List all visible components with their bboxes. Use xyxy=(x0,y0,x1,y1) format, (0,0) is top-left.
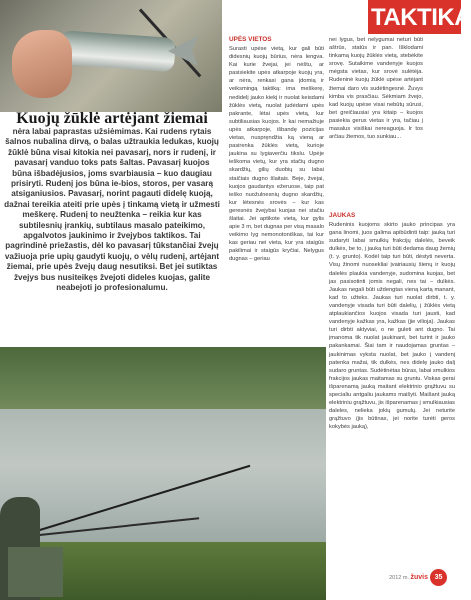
roach-fish-graphic xyxy=(54,30,176,72)
article-headline: Kuojų žūklė artėjant žiemai xyxy=(16,110,208,127)
column-continued xyxy=(329,36,423,141)
photo-fish-in-hand xyxy=(0,0,222,112)
subheading-jaukas: JAUKAS xyxy=(329,212,356,219)
angler-body-graphic xyxy=(8,547,63,597)
section-brand: TAKTIKA xyxy=(371,4,471,31)
hand-graphic xyxy=(12,30,72,98)
footer-magazine: žuvis xyxy=(410,574,428,581)
photo-river-angler xyxy=(0,347,326,600)
subheading-upes-vietos: UPĖS VIETOS xyxy=(229,36,272,43)
article-lead: nėra labai paprastas užsiėmimas. Kai rudens rytais šalnos nubalina dirvą, o balas užtraukia ledukas, kuojų žūklė būna visai kitokia nei pavasarį, nors ir rudenį, ir pavasarį vanduo toks pats šaltas. Pavasarį kuojos būna išbadėjusios, joms svarbiausia – kuo daugiau prisiryti. Rudenį jos būna ie-bios, storos, per vasarą atsiganiusios. Pavasarį, norint pagauti didelę kuoją, dažnai tereikia ateiti prie upės į tinkamą vietą ir užmesti meškerę. Rudenį to neužtenka – reikia kur kas subtilesnių įrankių, subtilaus masalo pateikimo, apgalvotos jaukinimo ir žvejybos taktikos. Tai pagrindinė priežastis, dėl ko pavasarį tūkstančiai žvejų važiuoja prie upių gaudyti kuojų, o vėlų rudenį, artėjant žiemai, prie upės žvejų daug nesutiksi. Bet jei sutiktas žvejys bus nusiteikęs žvejoti dideles kuojas, galite neabejoti jo profesionalumu. xyxy=(4,127,220,293)
column-continued-text: nei lygus, bet nelygumai neturi būti aštrūs, statūs ir pan. Išklodami tinkamą kuojų žūklės vietą, stebėkite srovę. Sutaikime vandenyje kuojos mėgsta vietas, kur srovė sulėtėja. Rudeninė kuojų žūklė upėse artėjant žiemai daro vis sudėtingesnė. Žuvys kimba vis prasčiau. Sėkmiam žvejo, kad kuojų upėse visai nebūtų sūrusi, bet greičiausiai yra kitaip – kuojos pasiekia gerus vietas ir yra, tačiau į masalus visiškai nereaguoja. Ir tos arčiau žiemos, tuo sunkiau... xyxy=(329,37,423,141)
trees-graphic xyxy=(0,347,326,409)
footer-date: 2012 m. xyxy=(389,575,409,581)
column-jaukas xyxy=(329,212,455,431)
upes-vietos-text: Surasti upėse vietą, kur gali būti didesnių kuojų būrius, nėra lengva. Kai kurie žvejai, jei nėštu, ar pasisiekite upės atkarpoje kuojų yra, ar nėra, renkasi gana įdomią ir veiksmingą taktiką: ima meškerę, nedidelį jauko kiekį ir nuolat keisdami žūklės vietą, nuolat judėdami upės pakrante, lėtai upės vietą, kur subtiliausias kuojos. Ir kai nemažiuje upės atkarpoje, išbandę pozicijas vietas, nuspręndžia ką vieną ar pasirenka žūklės vietą, kurioje jaukina su lygiaverčiu tikslu. Upėje ieškoma vietų, kur yra stačių dugno skardžių, gilių duobių su labai staičiais dugno šlaitais. Beje, žvejai, kuojos gaudantys ežeruose, taip pat ieško nuožulnesnių dugno skardžių, kur lėtesnės srovės – kur kas geresnės žvejybai kuojas nei stačiu šlaitai. Jei aptikote vietą, kur gylis apie 3 m, bet dugnas per visą masalo veikimo lyg nemonotoniškas, tai kur kas geriau nei vieta, kur yra staigūs pakilimai ir staigūs kryčiai. Nelygus dugnas – geriau xyxy=(229,46,324,263)
column-upes-vietos xyxy=(229,36,324,264)
page-number: 35 xyxy=(430,569,447,586)
water-graphic xyxy=(0,409,326,549)
page-footer xyxy=(389,574,428,581)
jaukas-text: Rudeninis kuojoms skirto jauko principas yra gana linomi, juos galima apibūdinti taip: jauką turi sudaryti labai smulkių frakcijų dalelės, beveik dulkės, be to, į jauką turi būti dedama daug žemių (t. y. grunto). Kodėl taip turi būti, dėstyti neverta. Visų žinomi nuosekliai įvairiausių šienų ir kuojų dalelės plaukia vandenyje, sudomina kuojas, bet jas pasisotinti jomis negali, nes tai – dulkės. Jaukas negali būti uždengtas vieną kartą manant, kad to užteks. Jaukas turi nuolat dirbti, t. y. vandenyje visada turi būti dalelių, į žūklės vietą atplaukiančios kuojos visada turi jausti, kad vandenyje kažkas yra, kažkas (jie vilioja). Jaukas turi dirbti aktyviai, o ne guleti ant dugno. Tai įmanoma tik nuolat jaukinant, bet turint ir jauko pakankamai. Šiai tam ir naudojamas gruntas – jaukinimas vyksta nuolat, bet jauko į vandenį patenka mažai, tik dulkės, nes didelę jauko dalį sudaro gruntas. Sudėtinėtas būras, labai smulkios frakcijos jaukas maitamas su gruntu. Viskas gerai išparenamą jauką maitant elektrinio grąžtuvu su specialiu antgaliu jaukams maišyti. Maišant jauką elektriniu grąžtuvu, jis išparenamas į smulkiausias daleles, nelieka jokių gumulų. Jei neturite grąžtuvo (jis būtinas, jei norite turėti geros kokybės jauką), xyxy=(329,222,455,431)
